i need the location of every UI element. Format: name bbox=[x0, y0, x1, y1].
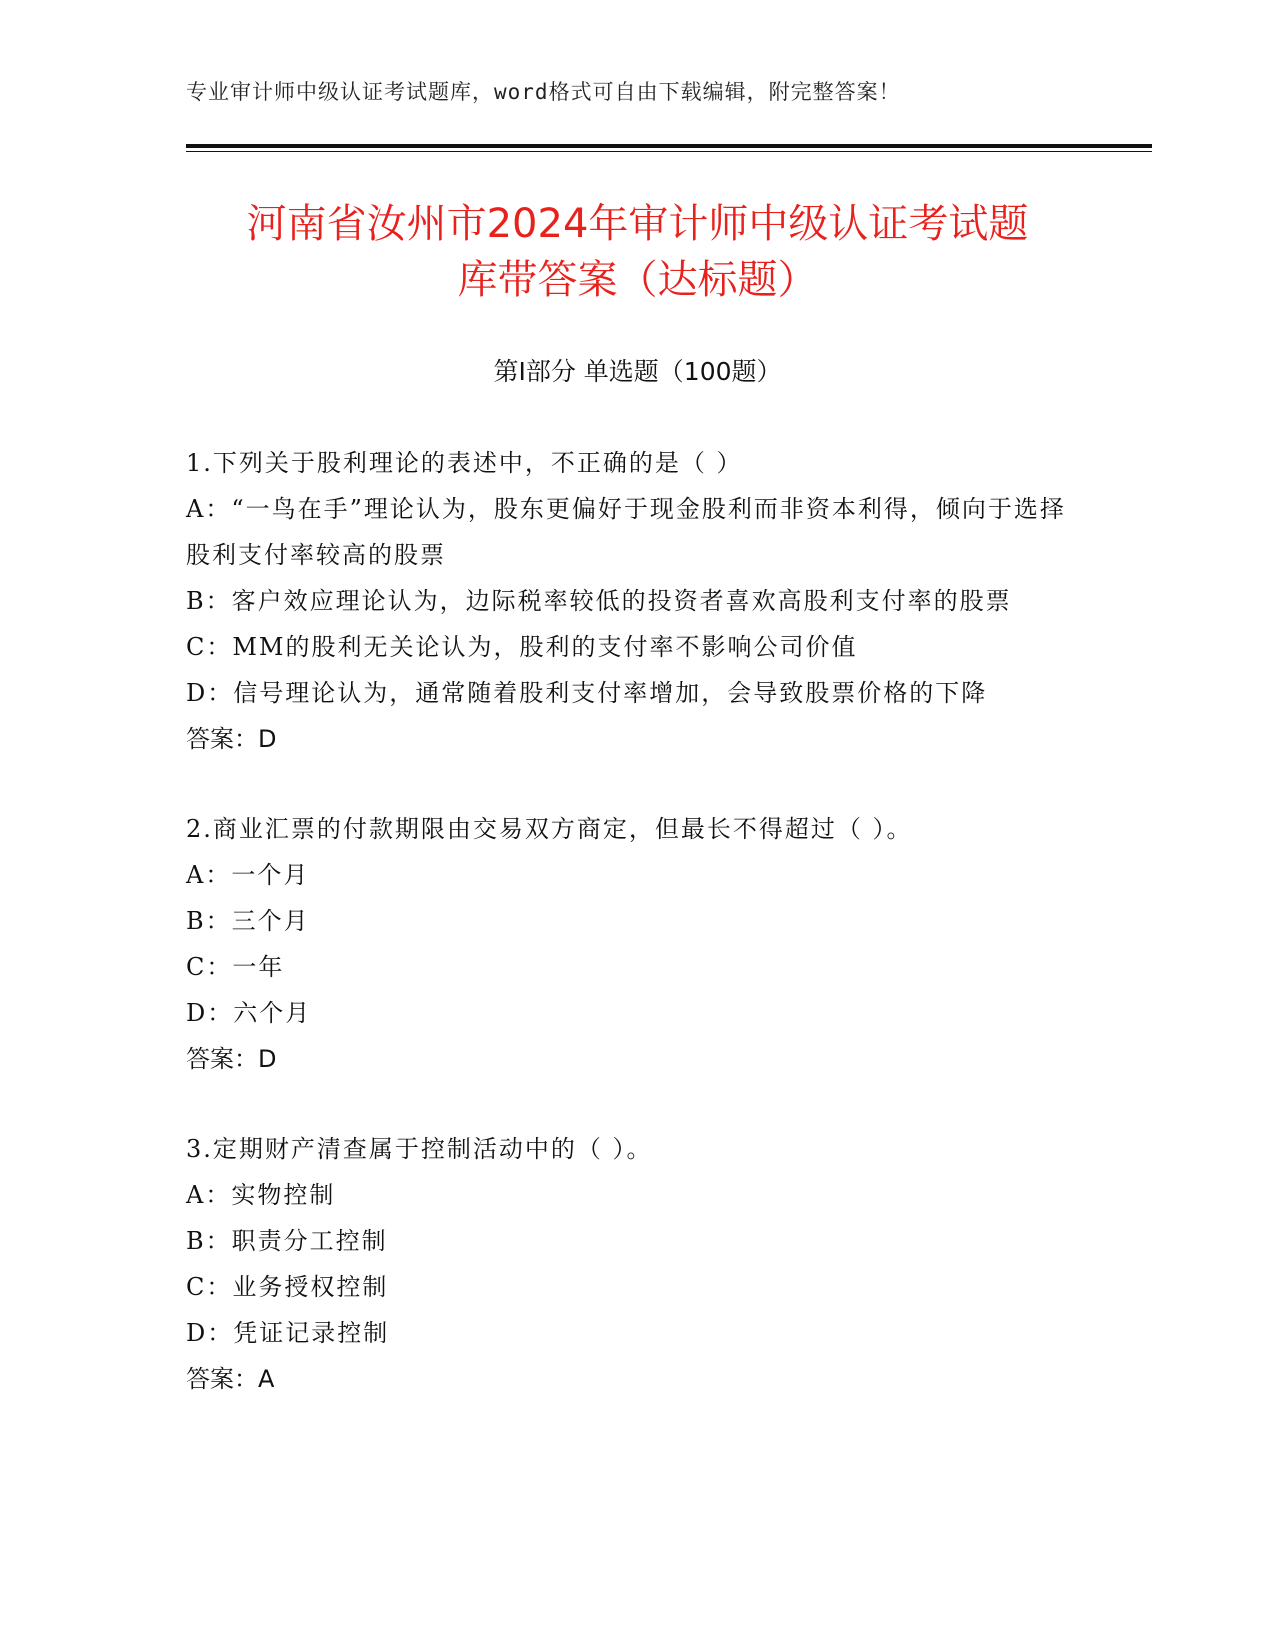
header-note: 专业审计师中级认证考试题库，word格式可自由下载编辑，附完整答案！ bbox=[186, 80, 901, 104]
answer-line: 答案：A bbox=[186, 1365, 275, 1393]
option-a: A：实物控制 bbox=[186, 1181, 336, 1209]
option-c: C：MM的股利无关论认为，股利的支付率不影响公司价值 bbox=[186, 633, 858, 661]
question-3 bbox=[186, 1126, 1066, 1402]
header-rule-thin bbox=[186, 151, 1152, 152]
answer-line: 答案：D bbox=[186, 1045, 277, 1073]
option-a: A：一个月 bbox=[186, 861, 310, 889]
header-rule-thick bbox=[186, 144, 1152, 148]
question-stem: 3.定期财产清查属于控制活动中的（ ）。 bbox=[186, 1135, 653, 1163]
question-stem: 2.商业汇票的付款期限由交易双方商定，但最长不得超过（ ）。 bbox=[186, 815, 913, 843]
option-c: C：业务授权控制 bbox=[186, 1273, 389, 1301]
option-b: B：客户效应理论认为，边际税率较低的投资者喜欢高股利支付率的股票 bbox=[186, 587, 1012, 615]
question-list bbox=[186, 440, 1066, 1446]
option-b: B：职责分工控制 bbox=[186, 1227, 388, 1255]
option-c: C：一年 bbox=[186, 953, 285, 981]
option-d: D：六个月 bbox=[186, 999, 312, 1027]
question-1 bbox=[186, 440, 1066, 762]
option-b: B：三个月 bbox=[186, 907, 310, 935]
section-heading: 第Ⅰ部分 单选题（100题） bbox=[493, 357, 782, 386]
document-title bbox=[150, 196, 1125, 308]
option-a: A：“一鸟在手”理论认为，股东更偏好于现金股利而非资本利得，倾向于选择股利支付率较高的股票 bbox=[186, 495, 1066, 569]
question-2 bbox=[186, 806, 1066, 1082]
option-d: D：信号理论认为，通常随着股利支付率增加，会导致股票价格的下降 bbox=[186, 679, 988, 707]
option-d: D：凭证记录控制 bbox=[186, 1319, 390, 1347]
answer-line: 答案：D bbox=[186, 725, 277, 753]
title-line-2: 库带答案（达标题） bbox=[457, 257, 818, 303]
question-stem: 1.下列关于股利理论的表述中，不正确的是（ ） bbox=[186, 449, 743, 477]
title-line-1: 河南省汝州市2024年审计师中级认证考试题 bbox=[246, 201, 1029, 247]
